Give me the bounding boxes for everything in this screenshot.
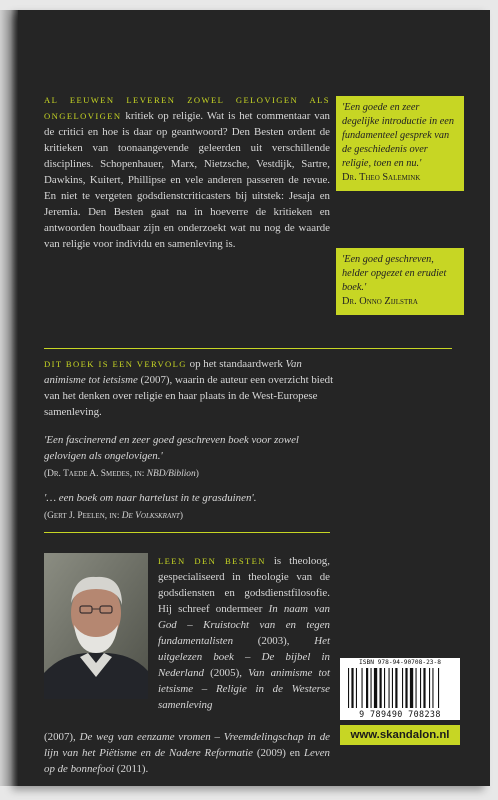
author-bio-bottom	[44, 729, 330, 777]
barcode-bar	[374, 668, 377, 708]
barcode-bar	[384, 668, 385, 708]
barcode-bar	[410, 668, 413, 708]
bio-text: (2011).	[116, 763, 149, 775]
website-label: www.skandalon.nl	[340, 725, 460, 745]
sequel-lead: DIT BOEK IS EEN VERVOLG	[44, 359, 187, 369]
review-quote: '… een boek om naar hartelust in te grasduinen'.	[44, 492, 257, 504]
bio-book: Van animisme tot ietsisme – Religie in de Westerse samenleving	[158, 667, 330, 711]
sequel-book-title: Van animisme tot ietsisme	[44, 358, 302, 386]
bio-book: Het uitgelezen boek – De bijbel in Nederland	[158, 635, 330, 679]
barcode-bar	[395, 668, 397, 708]
isbn-label: ISBN 978-94-90708-23-8	[359, 659, 441, 666]
barcode-bar	[356, 668, 357, 708]
quote-box-salemink	[336, 96, 464, 191]
divider-line	[44, 532, 330, 533]
barcode-bar	[438, 668, 439, 708]
barcode-bar	[423, 668, 425, 708]
bio-text: (2003),	[257, 635, 290, 647]
divider-line	[44, 348, 452, 349]
sequel-text-a: op het standaardwerk	[189, 358, 283, 370]
barcode-bar	[380, 668, 382, 708]
description-block	[44, 92, 330, 252]
bio-text: is theoloog, gespecialiseerd in theologie van de godsdiensten en godsdienstfilosofie. Hij schreef ondermeer	[158, 555, 330, 615]
barcode-bar	[392, 668, 393, 708]
author-bio-paragraph	[158, 553, 330, 713]
barcode-bar	[362, 668, 363, 708]
sequel-text-b: (2007), waarin de auteur een overzicht biedt van het denken over religie en haar plaats in de West-Europese samenleving.	[44, 374, 334, 418]
quote-author: Dr. Theo Salemink	[342, 172, 421, 183]
barcode-bar	[348, 668, 349, 708]
quote-box-zijlstra	[336, 248, 464, 315]
review-quote: 'Een fascinerend en zeer goed geschreven boek voor zowel gelovigen als ongelovigen.'	[44, 434, 299, 462]
sequel-paragraph	[44, 356, 334, 420]
quote-text: 'Een goed geschreven, helder opgezet en erudiet boek.'	[342, 254, 447, 293]
barcode-number: 9 789490 708238	[359, 709, 441, 719]
quote-text: 'Een goede en zeer degelijke introductie in een fundamenteel gesprek van de geschiedenis over religie, toen en nu.'	[342, 102, 454, 169]
bio-text: (2009) en	[256, 747, 301, 759]
review-peelen	[44, 490, 334, 524]
bio-book: De weg van eenzame vromen – Vreemdelingschap in de lijn van het Piëtisme en de Nadere Reformatie	[44, 731, 330, 759]
author-name: LEEN DEN BESTEN	[158, 556, 266, 566]
sequel-block	[44, 356, 334, 524]
bio-text: (2007),	[44, 731, 76, 743]
barcode-bar	[366, 668, 368, 708]
book-spine	[0, 10, 18, 786]
review-source: (Dr. Taede A. Smedes, in: NBD/Biblion)	[44, 469, 199, 479]
barcode-bar	[429, 668, 430, 708]
description-paragraph	[44, 92, 330, 252]
barcode-bar	[432, 668, 433, 708]
barcode-bar	[416, 668, 417, 708]
bio-book: Leven op de bonnefooi	[44, 747, 330, 775]
author-bio-continued	[44, 729, 330, 777]
author-bio-top	[158, 553, 330, 713]
review-source: (Gert J. Peelen, in: De Volkskrant)	[44, 511, 183, 521]
description-text: kritiek op religie. Wat is het commentaar van de critici en hoe is daar op geantwoord? Den Besten ordent de kritieken van toonaangevende geleerden uit verschillende disciplines. Schopenhauer, Marx, Nietzsche, Vestdijk, Sartre, Dawkins, Kuitert, Phillipse en vele anderen passeren de revue. En niet te vergeten godsdienstcriticasters bij uitstek: Jesaja en Jeremia. Den Besten gaat na in hoeverre de kritieken en antwoorden houdbaar zijn en onderzoekt wat nu nog de waarde van religie voor individu en samenleving is.	[44, 110, 330, 250]
quote-author: Dr. Onno Zijlstra	[342, 296, 418, 307]
barcode-bar	[405, 668, 407, 708]
author-photo	[44, 553, 148, 699]
barcode-bar	[402, 668, 403, 708]
bio-text: (2005),	[210, 667, 242, 679]
barcode-bar	[420, 668, 421, 708]
barcode-bar	[351, 668, 353, 708]
review-smedes	[44, 432, 334, 482]
barcode-bar	[371, 668, 372, 708]
barcode	[340, 658, 460, 720]
barcode-bar	[389, 668, 390, 708]
description-lead: AL EEUWEN LEVEREN ZOWEL GELOVIGEN ALS ONGELOVIGEN	[44, 95, 330, 121]
bio-book: In naam van God – Kruistocht van en tegen fundamentalisten	[158, 603, 330, 647]
